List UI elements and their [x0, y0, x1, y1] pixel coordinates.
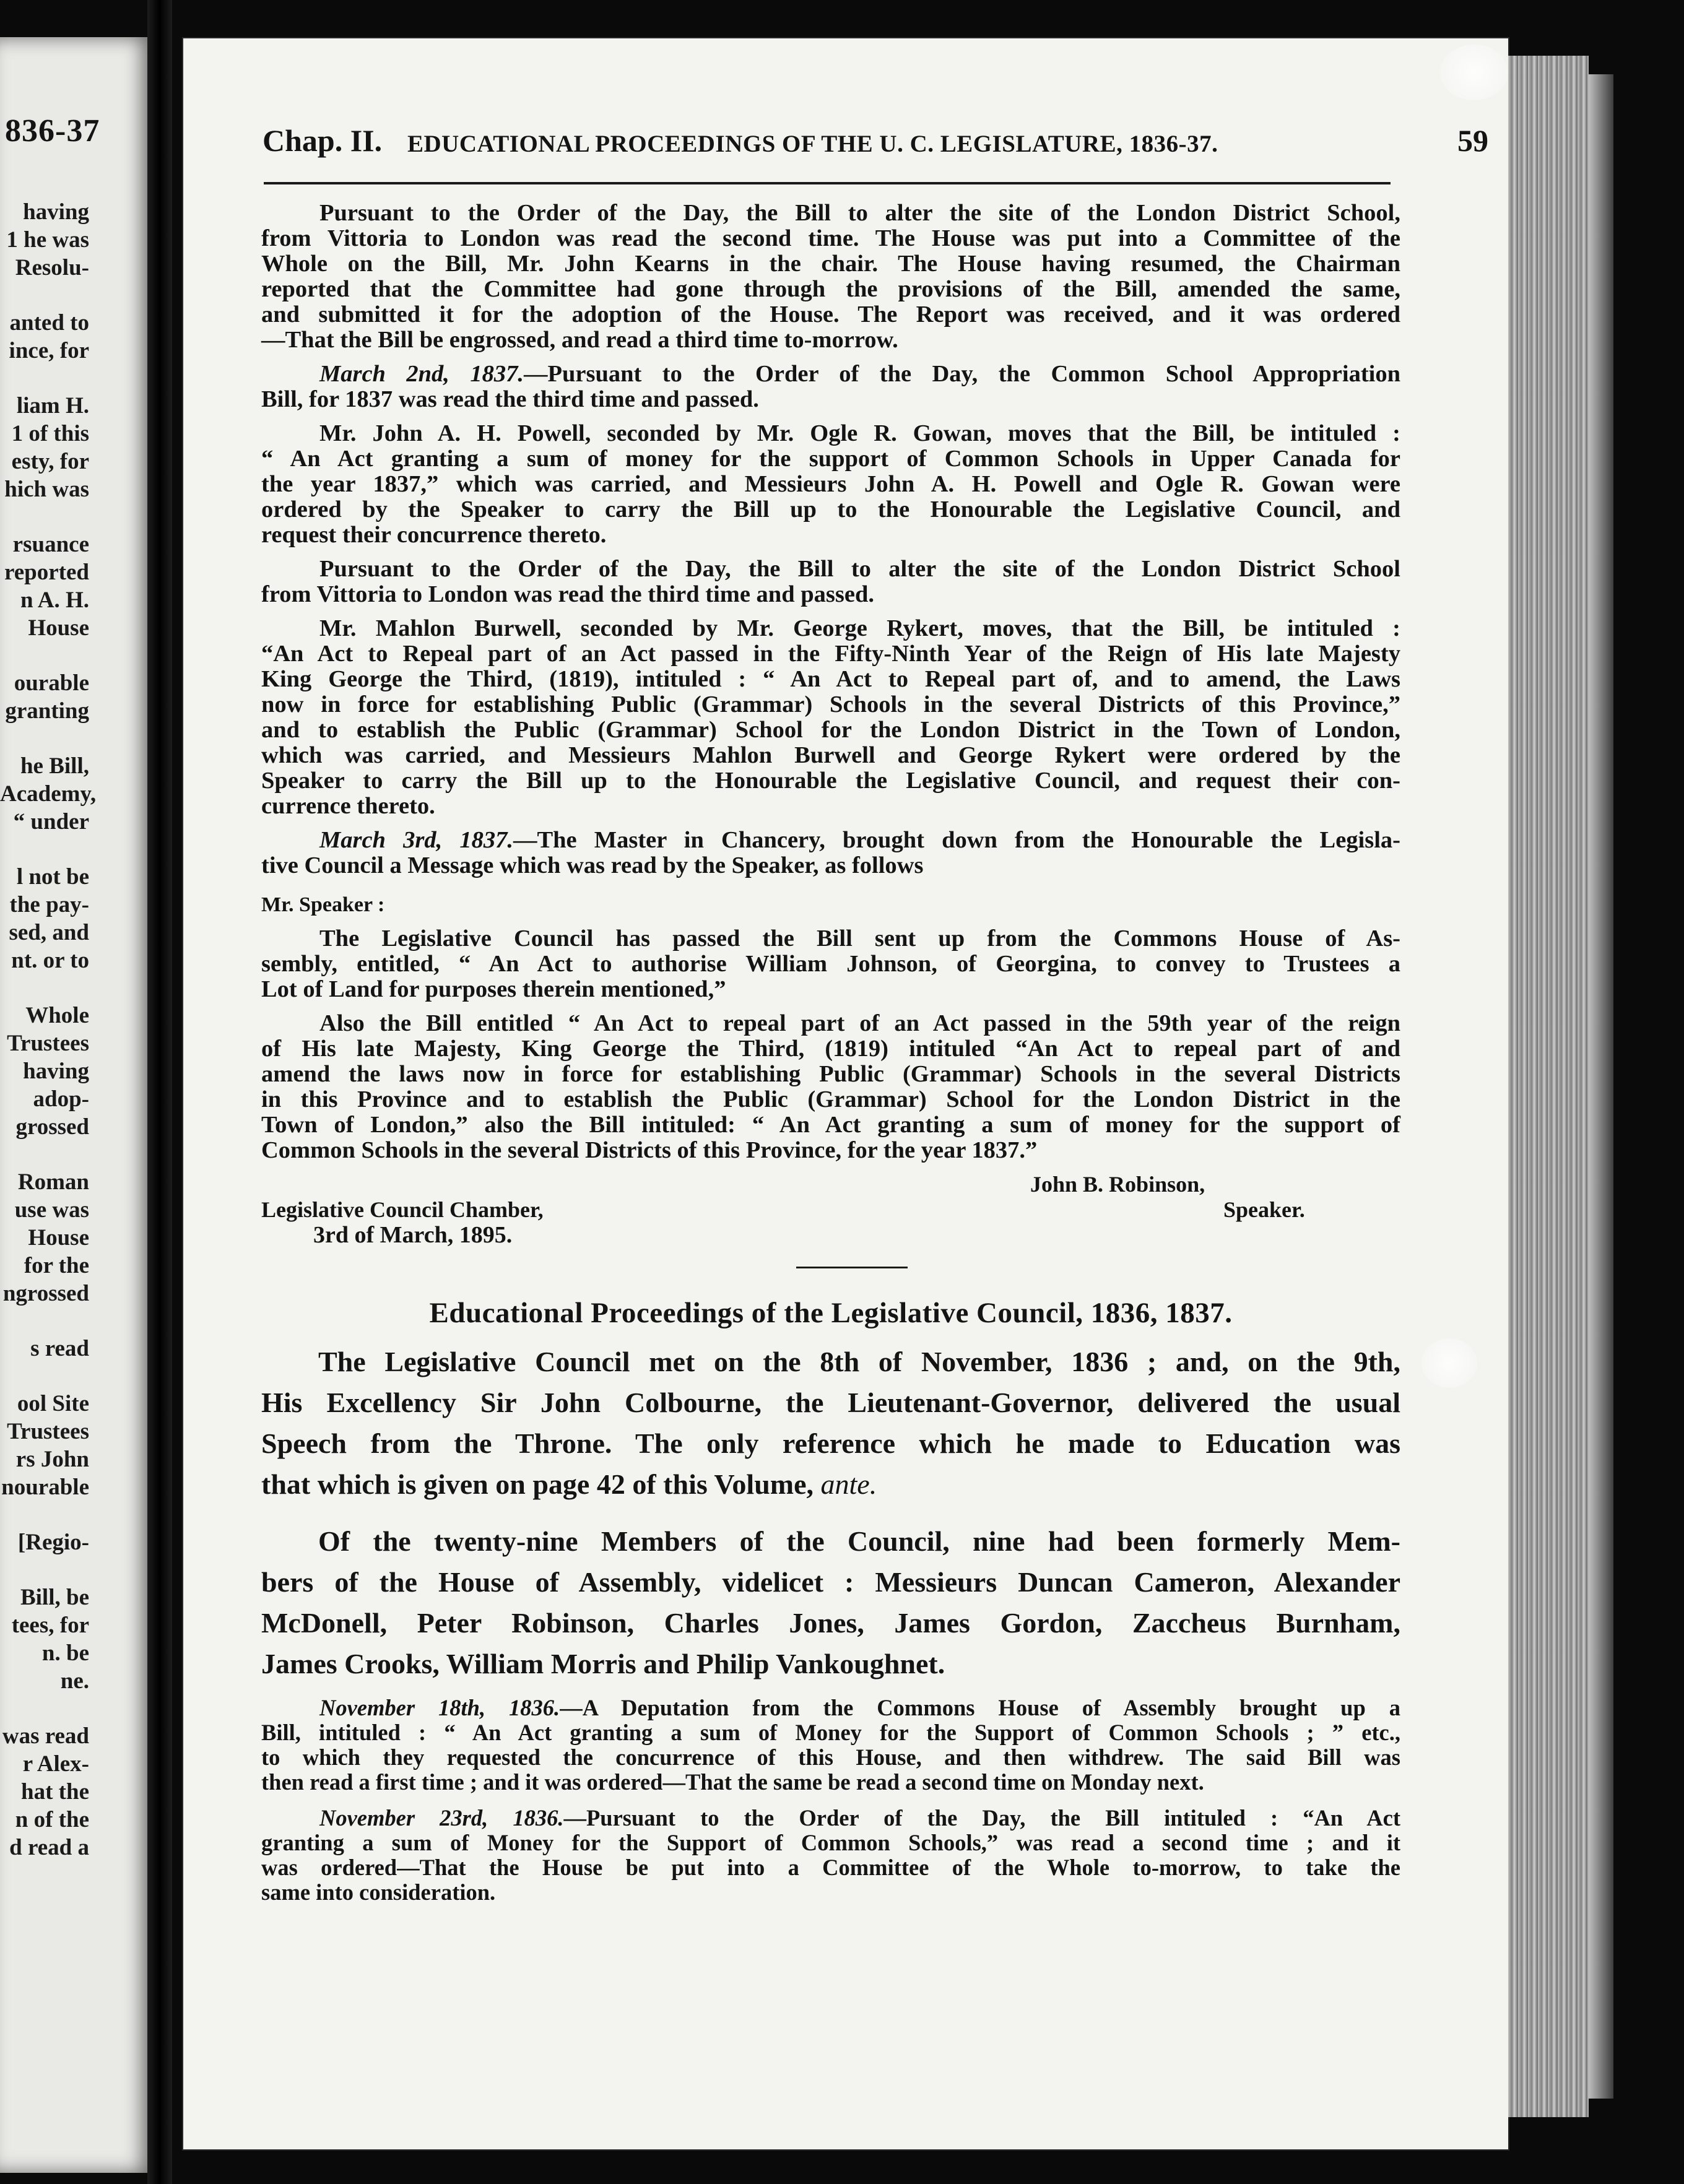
previous-page-line — [0, 1695, 149, 1722]
previous-page-line: 1 of this — [11, 421, 89, 446]
previous-page-line: r Alex- — [22, 1751, 89, 1777]
signature-row — [261, 1197, 1400, 1223]
signature-title: Speaker. — [1223, 1197, 1305, 1222]
previous-page-line: House — [28, 1225, 89, 1250]
previous-page-line — [0, 503, 149, 531]
text-line: and submitted it for the adoption of the House. The Report was received, and it was ordered — [261, 301, 1400, 327]
previous-page-line — [0, 365, 149, 392]
text-line: ordered by the Speaker to carry the Bill up to the Honourable the Legislative Council, and — [261, 496, 1400, 522]
entry-date: March 3rd, 1837. — [319, 827, 513, 853]
book-page — [183, 38, 1508, 2149]
book-gutter — [147, 0, 172, 2184]
text-line: reported that the Committee had gone through the provisions of the Bill, amended the same, — [261, 276, 1400, 302]
previous-page-line — [0, 836, 149, 863]
previous-page-line: esty, for — [11, 449, 89, 474]
text-line: now in force for establishing Public (Grammar) Schools in the several Districts of this Province,” — [261, 691, 1400, 717]
text-line: amend the laws now in force for establishing Public (Grammar) Schools in the several Districts — [261, 1061, 1400, 1087]
page-block-edges — [1508, 56, 1589, 2117]
text-line: Lot of Land for purposes therein mentioned,” — [261, 976, 726, 1002]
previous-page-line: House — [28, 615, 89, 641]
previous-page-line — [0, 1363, 149, 1390]
previous-page-line: grossed — [15, 1114, 89, 1140]
previous-page-line: reported — [4, 560, 89, 585]
text-line: The Legislative Council has passed the Bill sent up from the Commons House of As- — [319, 925, 1400, 951]
entry-date: November 18th, 1836. — [319, 1695, 560, 1720]
entry-date: March 2nd, 1837. — [319, 361, 524, 387]
previous-page-line: liam H. — [16, 393, 89, 418]
previous-page-line: 1 he was — [6, 227, 89, 253]
scan-smudge — [1421, 1338, 1477, 1388]
previous-page-line: “ under — [13, 809, 89, 834]
previous-page-line: granting — [5, 698, 89, 724]
paragraph-powell-motion — [261, 421, 1400, 548]
text-line: Whole on the Bill, Mr. John Kearns in the chair. The House having resumed, the Chairman — [261, 251, 1400, 277]
message-paragraph-johnson-bill — [261, 926, 1400, 1002]
signature-place: Legislative Council Chamber, — [261, 1197, 544, 1222]
previous-page-line: having — [23, 199, 89, 225]
previous-page-line: the pay- — [9, 892, 89, 917]
previous-page-line: rsuance — [12, 532, 89, 557]
paragraph-first-line: March 3rd, 1837.—The Master in Chancery, brought down from the Honourable the Legisla- — [319, 827, 1401, 853]
text-line: Pursuant to the Order of the Day, the Bill to alter the site of the London District School — [319, 556, 1400, 582]
previous-page-line: l not be — [16, 864, 89, 890]
text-line: Pursuant to the Order of the Day, the Bill to alter the site of the London District School, — [319, 200, 1400, 226]
signature-date: 3rd of March, 1895. — [313, 1222, 513, 1248]
paragraph-march-2nd — [261, 362, 1400, 412]
previous-page-line: nt. or to — [11, 948, 89, 973]
previous-page-line — [0, 1141, 149, 1168]
text-line: King George the Third, (1819), intituled : “ An Act to Repeal part of, and to amend, the Laws — [261, 666, 1400, 692]
text-line: sembly, entitled, “ An Act to authorise William Johnson, of Georgina, to convey to Trustees a — [261, 951, 1400, 977]
section-paragraph-members — [261, 1521, 1400, 1684]
text-line: Also the Bill entitled “ An Act to repeal part of an Act passed in the 59th year of the reign — [319, 1010, 1400, 1036]
previous-page-line — [0, 974, 149, 1002]
previous-page-line: Resolu- — [15, 255, 89, 280]
running-title: EDUCATIONAL PROCEEDINGS OF THE U. C. LEGISLATURE, 1836-37. — [407, 131, 1218, 157]
text-line: McDonell, Peter Robinson, Charles Jones, James Gordon, Zaccheus Burnham, — [261, 1607, 1400, 1639]
text-line: His Excellency Sir John Colbourne, the Lieutenant-Governor, delivered the usual — [261, 1387, 1400, 1418]
previous-page-header: 836-37 — [5, 113, 100, 149]
previous-page-line: rs John — [15, 1447, 89, 1472]
previous-page-line: for the — [24, 1253, 89, 1278]
chapter-label: Chap. II. — [263, 123, 383, 158]
text-line: bers of the House of Assembly, videlicet : Messieurs Duncan Cameron, Alexander — [261, 1566, 1400, 1598]
paragraph-burwell-motion — [261, 616, 1400, 819]
previous-page-line: ool Site — [17, 1391, 89, 1416]
previous-page-line: ne. — [60, 1668, 89, 1694]
previous-page-line: Roman — [17, 1169, 89, 1195]
previous-page-line: [Regio- — [17, 1530, 89, 1555]
paragraph-third-reading — [261, 557, 1400, 607]
text-line: which was carried, and Messieurs Mahlon Burwell and George Rykert were ordered by the — [261, 742, 1400, 768]
message-paragraph-repeal-bill — [261, 1011, 1400, 1163]
previous-page-line: he Bill, — [20, 753, 89, 779]
text-line: of His late Majesty, King George the Third, (1819) intituled “An Act to repeal part of and — [261, 1036, 1400, 1062]
paragraph-london-school-second-reading — [261, 201, 1400, 353]
previous-page-line — [0, 282, 149, 309]
text-line: tive Council a Message which was read by the Speaker, as follows — [261, 852, 924, 878]
paragraph-first-line: November 23rd, 1836.—Pursuant to the Order of the Day, the Bill intituled : “An Act — [319, 1805, 1401, 1831]
previous-page-line: n A. H. — [20, 587, 89, 613]
previous-page-line: n. be — [41, 1640, 89, 1666]
previous-page-line: anted to — [9, 310, 89, 336]
ante-reference: ante. — [820, 1468, 877, 1500]
text-line: The Legislative Council met on the 8th of November, 1836 ; and, on the 9th, — [318, 1346, 1400, 1377]
previous-page-line: having — [23, 1059, 89, 1084]
previous-page-line: hich was — [4, 477, 89, 502]
text-line: in this Province and to establish the Public (Grammar) School for the London District in the — [261, 1086, 1400, 1112]
previous-page-line: nourable — [1, 1475, 89, 1500]
previous-page-line: Trustees — [7, 1419, 89, 1444]
previous-page-line: Whole — [25, 1003, 89, 1028]
previous-page-line: Trustees — [7, 1031, 89, 1056]
text-line: James Crooks, William Morris and Philip Vankoughnet. — [261, 1648, 945, 1679]
section-paragraph-last-line: that which is given on page 42 of this Volume, ante. — [261, 1468, 877, 1500]
previous-page-line — [0, 1556, 149, 1584]
salutation: Mr. Speaker : — [261, 893, 385, 916]
text-line: Common Schools in the several Districts of this Province, for the year 1837.” — [261, 1137, 1038, 1163]
text-line: Speech from the Throne. The only reference which he made to Education was — [261, 1428, 1400, 1459]
previous-page-fragment — [0, 37, 154, 2173]
previous-page-line: ourable — [14, 670, 89, 696]
section-paragraph-november-23rd — [261, 1806, 1400, 1905]
text-line: was ordered—That the House be put into a Committee of the Whole to-morrow, to take the — [261, 1855, 1400, 1880]
page-block-shadow — [1589, 74, 1613, 2099]
text-line: Mr. John A. H. Powell, seconded by Mr. Ogle R. Gowan, moves that the Bill, be intituled : — [319, 420, 1400, 446]
text-line: to which they requested the concurrence of this House, and then withdrew. The said Bill was — [261, 1744, 1400, 1770]
previous-page-line — [0, 725, 149, 752]
page-number: 59 — [1457, 123, 1488, 158]
text-line: granting a sum of Money for the Support of Common Schools,” was read a second time ; and it — [261, 1830, 1400, 1855]
previous-page-lines — [0, 198, 149, 1861]
section-heading: Educational Proceedings of the Legislative Council, 1836, 1837. — [429, 1297, 1233, 1329]
text-line: and to establish the Public (Grammar) School for the London District in the Town of London, — [261, 717, 1400, 743]
text-line: same into consideration. — [261, 1879, 496, 1905]
header-rule — [264, 182, 1391, 184]
previous-page-line: n of the — [15, 1807, 89, 1832]
text-line: request their concurrence thereto. — [261, 522, 607, 548]
previous-page-line: use was — [14, 1197, 89, 1223]
previous-page-line: Bill, be — [20, 1585, 89, 1610]
scan-smudge — [1440, 45, 1508, 100]
text-line: from Vittoria to London was read the third time and passed. — [261, 581, 875, 607]
paragraph-first-line: November 18th, 1836.—A Deputation from the Commons House of Assembly brought up a — [319, 1695, 1400, 1720]
text-line: currence thereto. — [261, 793, 435, 819]
previous-page-line: Academy, — [0, 781, 97, 807]
previous-page-line: adop- — [33, 1086, 89, 1112]
previous-page-line: was read — [2, 1723, 89, 1749]
previous-page-line — [0, 1307, 149, 1335]
paragraph-first-line: March 2nd, 1837.—Pursuant to the Order of the Day, the Common School Appropriation — [319, 361, 1400, 387]
text-line: Of the twenty-nine Members of the Council, nine had been formerly Mem- — [318, 1525, 1400, 1557]
text-line: —That the Bill be engrossed, and read a third time to-morrow. — [261, 327, 898, 353]
text-line: Mr. Mahlon Burwell, seconded by Mr. George Rykert, moves, that the Bill, be intituled : — [319, 615, 1400, 641]
section-paragraph-council-met — [261, 1341, 1400, 1464]
text-line: “ An Act granting a sum of money for the support of Common Schools in Upper Canada for — [261, 446, 1400, 472]
text-line: Bill, for 1837 was read the third time and passed. — [261, 386, 759, 412]
section-separator — [796, 1267, 908, 1268]
previous-page-line: hat the — [21, 1779, 89, 1805]
signature-name: John B. Robinson, — [1030, 1172, 1205, 1197]
previous-page-line: s read — [30, 1336, 89, 1361]
previous-page-line: ince, for — [9, 338, 89, 363]
running-head — [263, 123, 1488, 162]
text-line: from Vittoria to London was read the second time. The House was put into a Committee of the — [261, 225, 1400, 251]
text-line: the year 1837,” which was carried, and Messieurs John A. H. Powell and Ogle R. Gowan were — [261, 471, 1400, 497]
text-line: “An Act to Repeal part of an Act passed in the Fifty-Ninth Year of the Reign of His late Majesty — [261, 641, 1400, 667]
entry-date: November 23rd, 1836. — [319, 1805, 564, 1831]
page-body — [261, 201, 1400, 1905]
text-line: Town of London,” also the Bill intituled: “ An Act granting a sum of money for the support of — [261, 1112, 1400, 1138]
text-line: Bill, intituled : “ An Act granting a sum of Money for the Support of Common Schools ; ” etc., — [261, 1720, 1400, 1745]
paragraph-march-3rd — [261, 828, 1400, 878]
previous-page-line — [0, 642, 149, 669]
text-line: then read a first time ; and it was ordered—That the same be read a second time on Monday next. — [261, 1769, 1204, 1795]
previous-page-line: d read a — [9, 1835, 89, 1860]
previous-page-line: sed, and — [9, 920, 89, 945]
previous-page-line: ngrossed — [2, 1281, 89, 1306]
section-paragraph-november-18th — [261, 1696, 1400, 1795]
text-line: Speaker to carry the Bill up to the Honourable the Legislative Council, and request their con- — [261, 768, 1400, 794]
previous-page-line — [0, 1501, 149, 1528]
previous-page-line: tees, for — [11, 1613, 89, 1638]
